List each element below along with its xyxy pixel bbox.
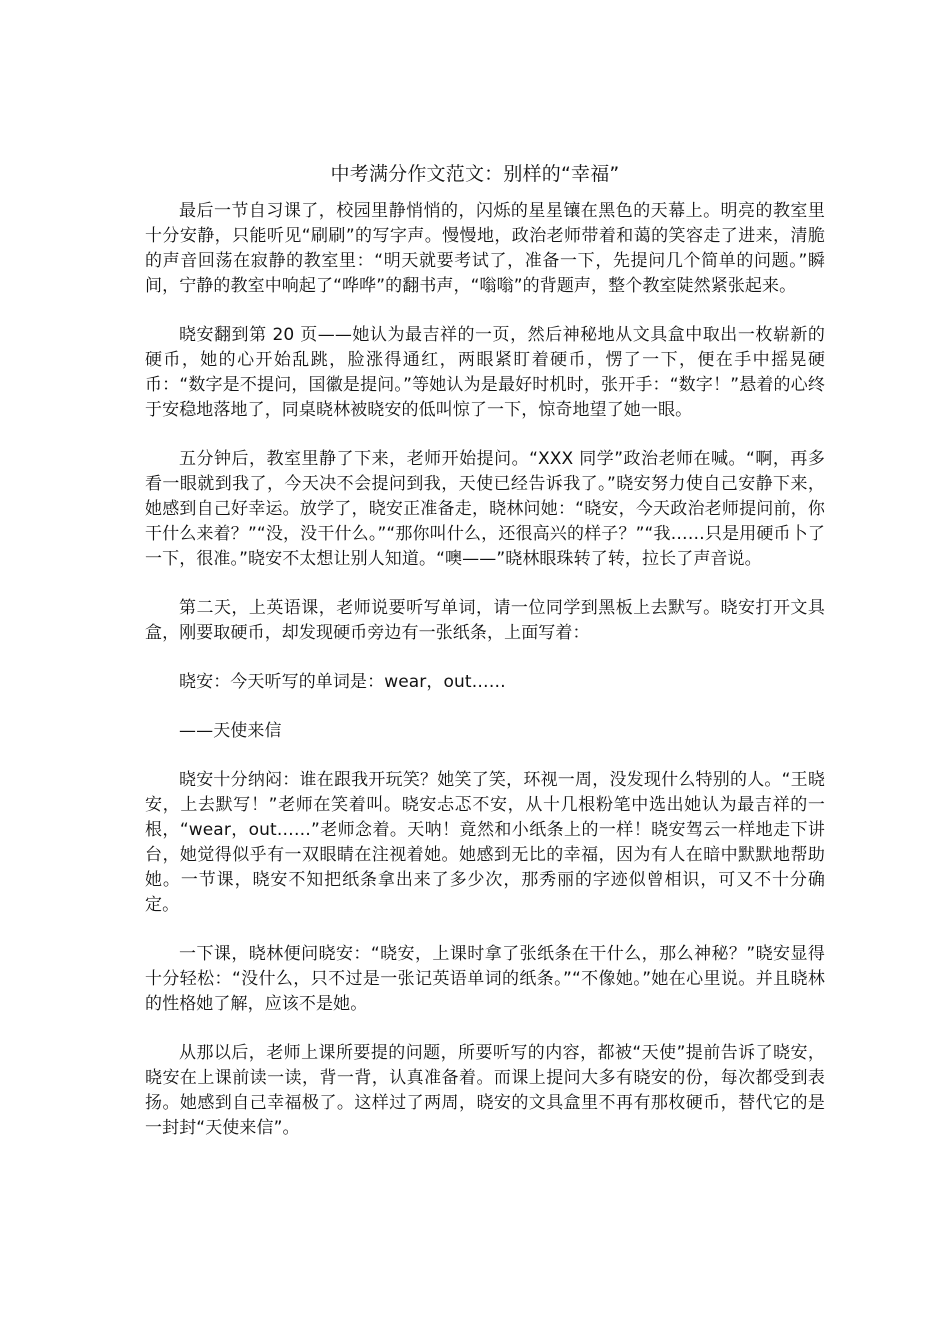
paragraph-6: ——天使来信 (179, 721, 282, 741)
document-title: 中考满分作文范文：别样的“幸福” (330, 163, 620, 185)
paragraph-9: 从那以后，老师上课所要提的问题，所要听写的内容，都被“天使”提前告诉了晓安，晓安在上课前读一读，背一背，认真准备着。而课上提问大多有晓安的份，每次都受到表扬。她感到自己幸福极了。这样过了两周，晓安的文具盒里不再有那枚硬币，替代它的是一封封“天使来信”。 (145, 1043, 825, 1138)
paragraph-8: 一下课，晓林便问晓安：“晓安，上课时拿了张纸条在干什么，那么神秘？”晓安显得十分轻松：“没什么，只不过是一张记英语单词的纸条。”“不像她。”她在心里说。并且晓林的性格她了解，应该不是她。 (145, 944, 825, 1014)
paragraph-5: 晓安：今天听写的单词是：wear，out…… (179, 672, 506, 692)
paragraph-4: 第二天，上英语课，老师说要听写单词，请一位同学到黑板上去默写。晓安打开文具盒，刚要取硬币，却发现硬币旁边有一张纸条，上面写着： (145, 598, 825, 643)
paragraph-3: 五分钟后，教室里静了下来，老师开始提问。“XXX 同学”政治老师在喊。“啊，再多看一眼就到我了，今天决不会提问到我，天使已经告诉我了。”晓安努力使自己安静下来，她感到自己好幸运。放学了，晓安正准备走，晓林问她：“晓安，今天政治老师提问前，你干什么来着？”“没，没干什么。”“那你叫什么，还很高兴的样子？”“我……只是用硬币卜了一下，很准。”晓安不太想让别人知道。“噢——”晓林眼珠转了转，拉长了声音说。 (145, 449, 825, 569)
paragraph-2: 晓安翻到第 20 页——她认为最吉祥的一页，然后神秘地从文具盒中取出一枚崭新的硬币，她的心开始乱跳，脸涨得通红，两眼紧盯着硬币，愣了一下，便在手中摇晃硬币：“数字是不提问，国徽是提问。”等她认为是最好时机时，张开手：“数字！”悬着的心终于安稳地落地了，同桌晓林被晓安的低叫惊了一下，惊奇地望了她一眼。 (145, 325, 825, 420)
paragraph-1: 最后一节自习课了，校园里静悄悄的，闪烁的星星镶在黑色的天幕上。明亮的教室里十分安静，只能听见“刷刷”的写字声。慢慢地，政治老师带着和蔼的笑容走了进来，清脆的声音回荡在寂静的教室里：“明天就要考试了，准备一下，先提问几个简单的问题。”瞬间，宁静的教室中响起了“哗哗”的翻书声，“嗡嗡”的背题声，整个教室陡然紧张起来。 (145, 201, 825, 296)
paragraph-7: 晓安十分纳闷：谁在跟我开玩笑？她笑了笑，环视一周，没发现什么特别的人。“王晓安，上去默写！”老师在笑着叫。晓安忐忑不安，从十几根粉笔中选出她认为最吉祥的一根，“wear，out……”老师念着。天呐！竟然和小纸条上的一样！晓安驾云一样地走下讲台，她觉得似乎有一双眼睛在注视着她。她感到无比的幸福，因为有人在暗中默默地帮助她。一节课，晓安不知把纸条拿出来了多少次，那秀丽的字迹似曾相识，可又不十分确定。 (145, 770, 825, 915)
document-body (145, 199, 825, 1165)
